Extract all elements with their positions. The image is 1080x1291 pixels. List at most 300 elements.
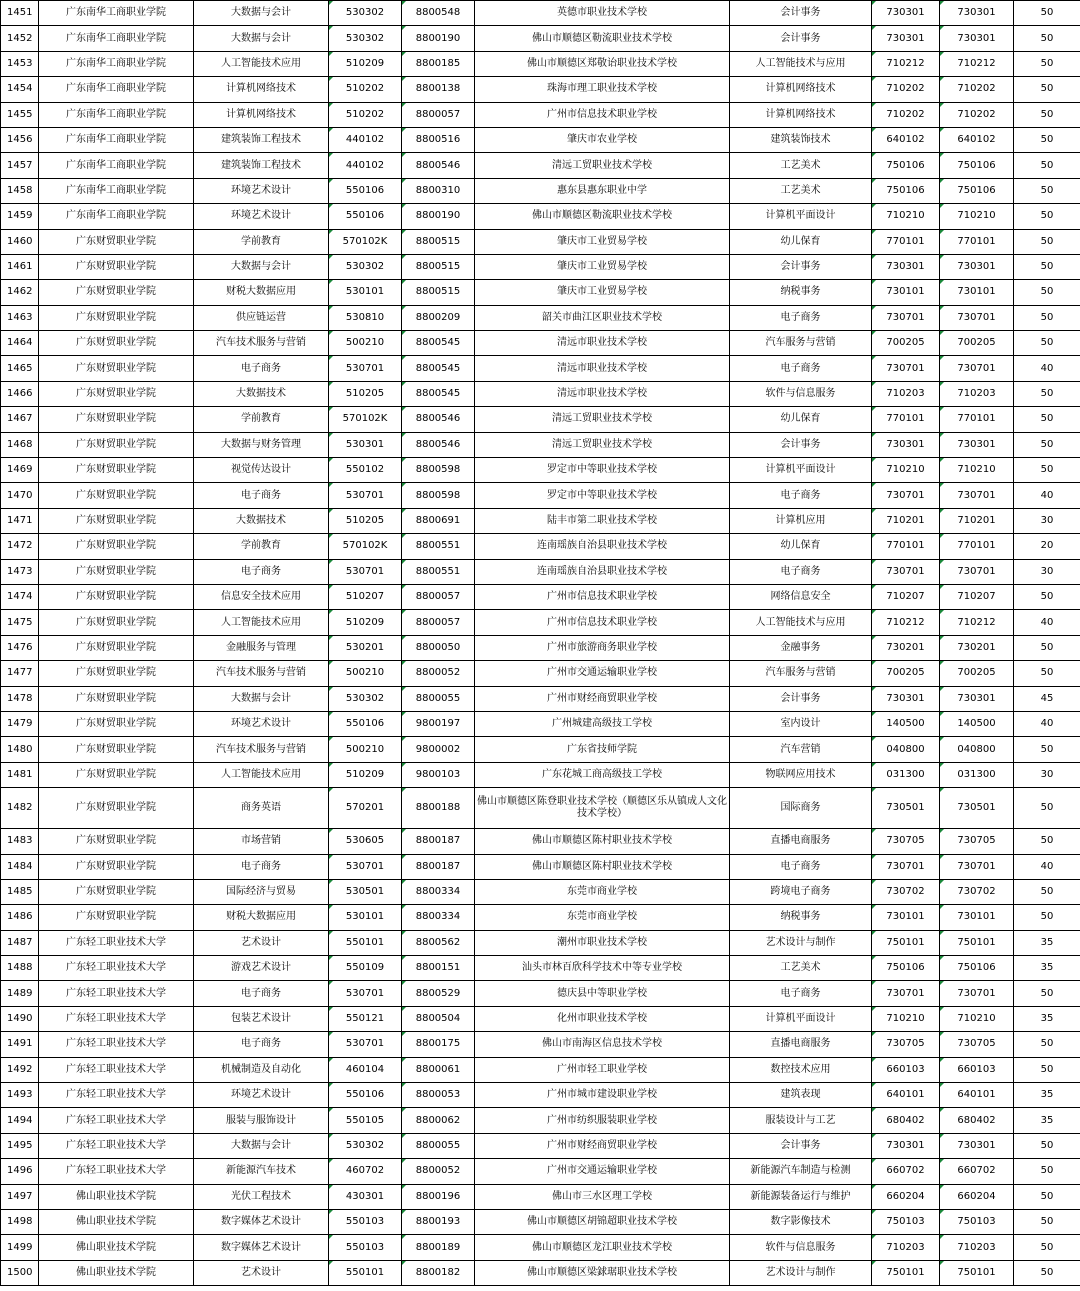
table-row bbox=[1, 254, 1080, 279]
school-major-code-a-cell: 710210 bbox=[872, 458, 940, 483]
table-row bbox=[1, 559, 1080, 584]
college-major-cell: 大数据与会计 bbox=[194, 1, 329, 26]
row-number-cell: 1490 bbox=[1, 1006, 39, 1031]
college-major-code-cell: 530201 bbox=[329, 635, 402, 660]
college-major-code-cell: 510207 bbox=[329, 584, 402, 609]
table-row bbox=[1, 981, 1080, 1006]
school-code-cell: 8800061 bbox=[402, 1057, 475, 1082]
college-name-cell: 广东财贸职业学院 bbox=[39, 905, 194, 930]
school-major-cell: 计算机网络技术 bbox=[730, 77, 872, 102]
row-number-cell: 1492 bbox=[1, 1057, 39, 1082]
school-name-cell: 清远市职业技术学校 bbox=[475, 356, 730, 381]
table-row bbox=[1, 1133, 1080, 1158]
school-name-cell: 罗定市中等职业技术学校 bbox=[475, 483, 730, 508]
row-number-cell: 1482 bbox=[1, 788, 39, 829]
quota-cell: 50 bbox=[1014, 1057, 1080, 1082]
college-major-code-cell: 530302 bbox=[329, 26, 402, 51]
quota-cell: 30 bbox=[1014, 508, 1080, 533]
quota-cell: 50 bbox=[1014, 331, 1080, 356]
college-major-cell: 电子商务 bbox=[194, 356, 329, 381]
college-major-code-cell: 510209 bbox=[329, 610, 402, 635]
quota-cell: 50 bbox=[1014, 1, 1080, 26]
row-number-cell: 1451 bbox=[1, 1, 39, 26]
college-major-cell: 环境艺术设计 bbox=[194, 1083, 329, 1108]
college-name-cell: 广东财贸职业学院 bbox=[39, 829, 194, 854]
quota-cell: 30 bbox=[1014, 762, 1080, 787]
quota-cell: 50 bbox=[1014, 305, 1080, 330]
college-major-cell: 学前教育 bbox=[194, 407, 329, 432]
school-major-cell: 软件与信息服务 bbox=[730, 381, 872, 406]
college-major-code-cell: 510202 bbox=[329, 77, 402, 102]
college-major-cell: 大数据技术 bbox=[194, 381, 329, 406]
school-major-code-b-cell: 730201 bbox=[940, 635, 1014, 660]
row-number-cell: 1474 bbox=[1, 584, 39, 609]
school-major-code-b-cell: 660702 bbox=[940, 1159, 1014, 1184]
table-row bbox=[1, 635, 1080, 660]
quota-cell: 50 bbox=[1014, 102, 1080, 127]
school-name-cell: 罗定市中等职业技术学校 bbox=[475, 458, 730, 483]
school-code-cell: 8800053 bbox=[402, 1083, 475, 1108]
school-code-cell: 8800196 bbox=[402, 1184, 475, 1209]
school-name-cell: 佛山市南海区信息技术学校 bbox=[475, 1032, 730, 1057]
school-major-code-a-cell: 730301 bbox=[872, 254, 940, 279]
college-name-cell: 广东南华工商职业学院 bbox=[39, 204, 194, 229]
row-number-cell: 1487 bbox=[1, 930, 39, 955]
quota-cell: 50 bbox=[1014, 829, 1080, 854]
quota-cell: 50 bbox=[1014, 635, 1080, 660]
table-row bbox=[1, 879, 1080, 904]
college-major-cell: 新能源汽车技术 bbox=[194, 1159, 329, 1184]
table-row bbox=[1, 305, 1080, 330]
school-major-code-b-cell: 770101 bbox=[940, 229, 1014, 254]
school-major-code-b-cell: 710201 bbox=[940, 508, 1014, 533]
school-major-cell: 电子商务 bbox=[730, 356, 872, 381]
school-major-code-a-cell: 730101 bbox=[872, 905, 940, 930]
college-major-cell: 包装艺术设计 bbox=[194, 1006, 329, 1031]
college-major-cell: 电子商务 bbox=[194, 854, 329, 879]
table-row bbox=[1, 661, 1080, 686]
college-major-code-cell: 550105 bbox=[329, 1108, 402, 1133]
school-name-cell: 广州市财经商贸职业学校 bbox=[475, 1133, 730, 1158]
college-name-cell: 广东轻工职业技术大学 bbox=[39, 981, 194, 1006]
college-name-cell: 广东轻工职业技术大学 bbox=[39, 930, 194, 955]
school-major-code-b-cell: 730101 bbox=[940, 905, 1014, 930]
table-row bbox=[1, 930, 1080, 955]
table-body bbox=[1, 1, 1080, 1286]
school-name-cell: 德庆县中等职业学校 bbox=[475, 981, 730, 1006]
school-code-cell: 8800551 bbox=[402, 534, 475, 559]
school-name-cell: 佛山市顺德区陈村职业技术学校 bbox=[475, 854, 730, 879]
college-major-code-cell: 530701 bbox=[329, 559, 402, 584]
school-name-cell: 佛山市顺德区梁銶琚职业技术学校 bbox=[475, 1260, 730, 1285]
college-major-code-cell: 530501 bbox=[329, 879, 402, 904]
school-major-cell: 幼儿保育 bbox=[730, 229, 872, 254]
quota-cell: 50 bbox=[1014, 1032, 1080, 1057]
school-major-code-b-cell: 730301 bbox=[940, 254, 1014, 279]
school-code-cell: 9800002 bbox=[402, 737, 475, 762]
table-row bbox=[1, 127, 1080, 152]
school-major-cell: 物联网应用技术 bbox=[730, 762, 872, 787]
school-name-cell: 广州市轻工职业学校 bbox=[475, 1057, 730, 1082]
school-major-code-b-cell: 750103 bbox=[940, 1209, 1014, 1234]
school-major-code-a-cell: 770101 bbox=[872, 407, 940, 432]
school-name-cell: 广东省技师学院 bbox=[475, 737, 730, 762]
school-major-code-a-cell: 730702 bbox=[872, 879, 940, 904]
school-major-cell: 幼儿保育 bbox=[730, 534, 872, 559]
quota-cell: 40 bbox=[1014, 854, 1080, 879]
college-major-cell: 计算机网络技术 bbox=[194, 77, 329, 102]
college-major-cell: 艺术设计 bbox=[194, 930, 329, 955]
school-code-cell: 8800050 bbox=[402, 635, 475, 660]
school-major-code-b-cell: 710203 bbox=[940, 381, 1014, 406]
school-major-code-a-cell: 710212 bbox=[872, 51, 940, 76]
school-major-cell: 电子商务 bbox=[730, 559, 872, 584]
school-code-cell: 8800515 bbox=[402, 280, 475, 305]
school-major-cell: 电子商务 bbox=[730, 981, 872, 1006]
row-number-cell: 1453 bbox=[1, 51, 39, 76]
row-number-cell: 1473 bbox=[1, 559, 39, 584]
school-major-code-a-cell: 750101 bbox=[872, 930, 940, 955]
school-major-code-a-cell: 660103 bbox=[872, 1057, 940, 1082]
school-code-cell: 8800057 bbox=[402, 584, 475, 609]
school-major-code-a-cell: 730701 bbox=[872, 483, 940, 508]
row-number-cell: 1479 bbox=[1, 711, 39, 736]
table-row bbox=[1, 762, 1080, 787]
school-name-cell: 广州市信息技术职业学校 bbox=[475, 610, 730, 635]
college-major-cell: 大数据与会计 bbox=[194, 1133, 329, 1158]
school-name-cell: 肇庆市工业贸易学校 bbox=[475, 229, 730, 254]
school-code-cell: 8800190 bbox=[402, 26, 475, 51]
college-major-cell: 环境艺术设计 bbox=[194, 204, 329, 229]
college-major-code-cell: 530302 bbox=[329, 686, 402, 711]
school-major-code-a-cell: 730701 bbox=[872, 981, 940, 1006]
table-row bbox=[1, 178, 1080, 203]
school-major-cell: 建筑表现 bbox=[730, 1083, 872, 1108]
college-major-cell: 环境艺术设计 bbox=[194, 178, 329, 203]
school-major-cell: 室内设计 bbox=[730, 711, 872, 736]
school-name-cell: 肇庆市农业学校 bbox=[475, 127, 730, 152]
quota-cell: 50 bbox=[1014, 77, 1080, 102]
school-major-code-b-cell: 750106 bbox=[940, 153, 1014, 178]
row-number-cell: 1464 bbox=[1, 331, 39, 356]
table-row bbox=[1, 381, 1080, 406]
school-major-cell: 工艺美术 bbox=[730, 153, 872, 178]
school-major-code-a-cell: 710202 bbox=[872, 77, 940, 102]
school-major-code-b-cell: 750101 bbox=[940, 930, 1014, 955]
school-code-cell: 8800546 bbox=[402, 432, 475, 457]
college-major-cell: 电子商务 bbox=[194, 559, 329, 584]
row-number-cell: 1488 bbox=[1, 956, 39, 981]
school-major-cell: 汽车服务与营销 bbox=[730, 331, 872, 356]
school-major-cell: 汽车服务与营销 bbox=[730, 661, 872, 686]
college-name-cell: 广东财贸职业学院 bbox=[39, 762, 194, 787]
college-major-code-cell: 430301 bbox=[329, 1184, 402, 1209]
college-major-cell: 大数据与会计 bbox=[194, 686, 329, 711]
school-name-cell: 惠东县惠东职业中学 bbox=[475, 178, 730, 203]
college-name-cell: 广东轻工职业技术大学 bbox=[39, 1057, 194, 1082]
school-name-cell: 佛山市顺德区龙江职业技术学校 bbox=[475, 1235, 730, 1260]
school-major-code-b-cell: 750106 bbox=[940, 956, 1014, 981]
college-name-cell: 广东财贸职业学院 bbox=[39, 610, 194, 635]
school-code-cell: 8800529 bbox=[402, 981, 475, 1006]
table-row bbox=[1, 854, 1080, 879]
school-major-cell: 人工智能技术与应用 bbox=[730, 51, 872, 76]
college-major-cell: 服装与服饰设计 bbox=[194, 1108, 329, 1133]
college-name-cell: 广东财贸职业学院 bbox=[39, 559, 194, 584]
row-number-cell: 1496 bbox=[1, 1159, 39, 1184]
school-code-cell: 8800545 bbox=[402, 356, 475, 381]
quota-cell: 35 bbox=[1014, 1083, 1080, 1108]
school-major-code-b-cell: 660204 bbox=[940, 1184, 1014, 1209]
college-major-code-cell: 570102K bbox=[329, 229, 402, 254]
table-row bbox=[1, 26, 1080, 51]
college-name-cell: 广东财贸职业学院 bbox=[39, 458, 194, 483]
school-name-cell: 珠海市理工职业技术学校 bbox=[475, 77, 730, 102]
table-row bbox=[1, 356, 1080, 381]
school-major-cell: 直播电商服务 bbox=[730, 1032, 872, 1057]
quota-cell: 50 bbox=[1014, 788, 1080, 829]
table-row bbox=[1, 1083, 1080, 1108]
college-major-cell: 建筑装饰工程技术 bbox=[194, 153, 329, 178]
quota-cell: 50 bbox=[1014, 204, 1080, 229]
school-major-code-a-cell: 710202 bbox=[872, 102, 940, 127]
school-major-code-b-cell: 710212 bbox=[940, 51, 1014, 76]
school-code-cell: 8800190 bbox=[402, 204, 475, 229]
college-major-code-cell: 460104 bbox=[329, 1057, 402, 1082]
school-name-cell: 清远市职业技术学校 bbox=[475, 381, 730, 406]
row-number-cell: 1491 bbox=[1, 1032, 39, 1057]
college-major-cell: 数字媒体艺术设计 bbox=[194, 1235, 329, 1260]
row-number-cell: 1485 bbox=[1, 879, 39, 904]
college-major-cell: 汽车技术服务与营销 bbox=[194, 661, 329, 686]
college-major-code-cell: 550109 bbox=[329, 956, 402, 981]
college-name-cell: 广东财贸职业学院 bbox=[39, 483, 194, 508]
school-name-cell: 广州市城市建设职业学校 bbox=[475, 1083, 730, 1108]
row-number-cell: 1499 bbox=[1, 1235, 39, 1260]
school-major-cell: 新能源装备运行与维护 bbox=[730, 1184, 872, 1209]
college-major-code-cell: 530701 bbox=[329, 356, 402, 381]
school-major-code-b-cell: 730301 bbox=[940, 1, 1014, 26]
school-code-cell: 8800545 bbox=[402, 381, 475, 406]
college-major-cell: 财税大数据应用 bbox=[194, 905, 329, 930]
school-major-cell: 跨境电子商务 bbox=[730, 879, 872, 904]
school-code-cell: 8800310 bbox=[402, 178, 475, 203]
college-major-code-cell: 530101 bbox=[329, 280, 402, 305]
school-major-cell: 直播电商服务 bbox=[730, 829, 872, 854]
row-number-cell: 1459 bbox=[1, 204, 39, 229]
school-major-code-a-cell: 700205 bbox=[872, 661, 940, 686]
college-major-code-cell: 530701 bbox=[329, 483, 402, 508]
school-major-code-b-cell: 730701 bbox=[940, 356, 1014, 381]
school-major-cell: 会计事务 bbox=[730, 1133, 872, 1158]
school-major-code-b-cell: 660103 bbox=[940, 1057, 1014, 1082]
school-code-cell: 8800182 bbox=[402, 1260, 475, 1285]
school-major-cell: 软件与信息服务 bbox=[730, 1235, 872, 1260]
college-major-code-cell: 550106 bbox=[329, 178, 402, 203]
school-name-cell: 东莞市商业学校 bbox=[475, 905, 730, 930]
school-name-cell: 佛山市顺德区陈登职业技术学校（顺德区乐从镇成人文化技术学校） bbox=[475, 788, 730, 829]
quota-cell: 50 bbox=[1014, 1260, 1080, 1285]
school-major-code-b-cell: 730705 bbox=[940, 829, 1014, 854]
school-major-code-a-cell: 660702 bbox=[872, 1159, 940, 1184]
quota-cell: 50 bbox=[1014, 661, 1080, 686]
school-major-code-b-cell: 700205 bbox=[940, 331, 1014, 356]
college-name-cell: 广东财贸职业学院 bbox=[39, 508, 194, 533]
row-number-cell: 1455 bbox=[1, 102, 39, 127]
quota-cell: 50 bbox=[1014, 178, 1080, 203]
school-code-cell: 8800334 bbox=[402, 905, 475, 930]
college-name-cell: 广东财贸职业学院 bbox=[39, 381, 194, 406]
quota-cell: 20 bbox=[1014, 534, 1080, 559]
school-major-code-a-cell: 730301 bbox=[872, 1, 940, 26]
school-name-cell: 广州市交通运输职业学校 bbox=[475, 661, 730, 686]
school-major-cell: 艺术设计与制作 bbox=[730, 1260, 872, 1285]
college-name-cell: 广东财贸职业学院 bbox=[39, 280, 194, 305]
school-major-cell: 会计事务 bbox=[730, 432, 872, 457]
school-code-cell: 8800546 bbox=[402, 407, 475, 432]
school-major-cell: 金融事务 bbox=[730, 635, 872, 660]
row-number-cell: 1469 bbox=[1, 458, 39, 483]
school-code-cell: 8800334 bbox=[402, 879, 475, 904]
school-major-code-a-cell: 770101 bbox=[872, 229, 940, 254]
school-name-cell: 英德市职业技术学校 bbox=[475, 1, 730, 26]
table-row bbox=[1, 432, 1080, 457]
college-major-code-cell: 550101 bbox=[329, 930, 402, 955]
table-row bbox=[1, 686, 1080, 711]
row-number-cell: 1471 bbox=[1, 508, 39, 533]
college-major-code-cell: 510202 bbox=[329, 102, 402, 127]
college-name-cell: 广东南华工商职业学院 bbox=[39, 178, 194, 203]
college-major-cell: 大数据技术 bbox=[194, 508, 329, 533]
table-row bbox=[1, 229, 1080, 254]
college-major-code-cell: 550106 bbox=[329, 1083, 402, 1108]
college-name-cell: 广东财贸职业学院 bbox=[39, 534, 194, 559]
row-number-cell: 1478 bbox=[1, 686, 39, 711]
school-major-cell: 电子商务 bbox=[730, 305, 872, 330]
school-major-code-a-cell: 710203 bbox=[872, 381, 940, 406]
school-code-cell: 8800546 bbox=[402, 153, 475, 178]
school-major-code-a-cell: 730101 bbox=[872, 280, 940, 305]
college-major-cell: 人工智能技术应用 bbox=[194, 51, 329, 76]
quota-cell: 50 bbox=[1014, 458, 1080, 483]
school-major-code-b-cell: 730301 bbox=[940, 432, 1014, 457]
college-name-cell: 广东轻工职业技术大学 bbox=[39, 956, 194, 981]
college-major-cell: 电子商务 bbox=[194, 1032, 329, 1057]
school-major-code-b-cell: 730301 bbox=[940, 26, 1014, 51]
school-code-cell: 8800548 bbox=[402, 1, 475, 26]
school-major-code-b-cell: 730701 bbox=[940, 981, 1014, 1006]
school-major-code-a-cell: 640101 bbox=[872, 1083, 940, 1108]
college-name-cell: 广东轻工职业技术大学 bbox=[39, 1032, 194, 1057]
school-major-code-b-cell: 730701 bbox=[940, 854, 1014, 879]
school-code-cell: 8800545 bbox=[402, 331, 475, 356]
school-name-cell: 东莞市商业学校 bbox=[475, 879, 730, 904]
college-major-cell: 大数据与会计 bbox=[194, 26, 329, 51]
school-code-cell: 8800504 bbox=[402, 1006, 475, 1031]
quota-cell: 50 bbox=[1014, 254, 1080, 279]
college-major-code-cell: 550106 bbox=[329, 711, 402, 736]
school-major-code-a-cell: 700205 bbox=[872, 331, 940, 356]
school-major-code-a-cell: 730201 bbox=[872, 635, 940, 660]
school-major-cell: 艺术设计与制作 bbox=[730, 930, 872, 955]
college-major-code-cell: 460702 bbox=[329, 1159, 402, 1184]
college-major-code-cell: 440102 bbox=[329, 153, 402, 178]
school-code-cell: 8800189 bbox=[402, 1235, 475, 1260]
college-major-cell: 机械制造及自动化 bbox=[194, 1057, 329, 1082]
school-major-cell: 计算机平面设计 bbox=[730, 1006, 872, 1031]
college-name-cell: 广东南华工商职业学院 bbox=[39, 127, 194, 152]
college-major-cell: 财税大数据应用 bbox=[194, 280, 329, 305]
row-number-cell: 1461 bbox=[1, 254, 39, 279]
college-name-cell: 佛山职业技术学院 bbox=[39, 1235, 194, 1260]
college-major-code-cell: 500210 bbox=[329, 737, 402, 762]
row-number-cell: 1462 bbox=[1, 280, 39, 305]
school-major-cell: 工艺美术 bbox=[730, 178, 872, 203]
college-major-code-cell: 550101 bbox=[329, 1260, 402, 1285]
quota-cell: 50 bbox=[1014, 381, 1080, 406]
quota-cell: 35 bbox=[1014, 956, 1080, 981]
school-major-code-a-cell: 770101 bbox=[872, 534, 940, 559]
school-major-code-a-cell: 730701 bbox=[872, 559, 940, 584]
college-name-cell: 广东财贸职业学院 bbox=[39, 854, 194, 879]
table-row bbox=[1, 1006, 1080, 1031]
school-name-cell: 清远工贸职业技术学校 bbox=[475, 153, 730, 178]
school-major-cell: 数字影像技术 bbox=[730, 1209, 872, 1234]
school-code-cell: 8800209 bbox=[402, 305, 475, 330]
school-major-cell: 会计事务 bbox=[730, 686, 872, 711]
table-row bbox=[1, 829, 1080, 854]
row-number-cell: 1458 bbox=[1, 178, 39, 203]
table-row bbox=[1, 1235, 1080, 1260]
college-major-code-cell: 500210 bbox=[329, 661, 402, 686]
table-row bbox=[1, 153, 1080, 178]
row-number-cell: 1498 bbox=[1, 1209, 39, 1234]
college-name-cell: 广东轻工职业技术大学 bbox=[39, 1083, 194, 1108]
college-major-cell: 电子商务 bbox=[194, 483, 329, 508]
college-name-cell: 佛山职业技术学院 bbox=[39, 1184, 194, 1209]
school-code-cell: 8800598 bbox=[402, 483, 475, 508]
college-name-cell: 广东南华工商职业学院 bbox=[39, 1, 194, 26]
quota-cell: 50 bbox=[1014, 1133, 1080, 1158]
school-major-code-a-cell: 031300 bbox=[872, 762, 940, 787]
table-row bbox=[1, 77, 1080, 102]
table-row bbox=[1, 1260, 1080, 1285]
school-code-cell: 8800551 bbox=[402, 559, 475, 584]
school-major-code-b-cell: 730501 bbox=[940, 788, 1014, 829]
school-code-cell: 8800562 bbox=[402, 930, 475, 955]
school-name-cell: 广东花城工商高级技工学校 bbox=[475, 762, 730, 787]
school-name-cell: 化州市职业技术学校 bbox=[475, 1006, 730, 1031]
school-major-cell: 计算机平面设计 bbox=[730, 204, 872, 229]
school-major-cell: 工艺美术 bbox=[730, 956, 872, 981]
school-major-code-b-cell: 040800 bbox=[940, 737, 1014, 762]
school-code-cell: 9800103 bbox=[402, 762, 475, 787]
row-number-cell: 1489 bbox=[1, 981, 39, 1006]
school-name-cell: 陆丰市第二职业技术学校 bbox=[475, 508, 730, 533]
college-major-code-cell: 550103 bbox=[329, 1209, 402, 1234]
school-code-cell: 9800197 bbox=[402, 711, 475, 736]
college-major-cell: 学前教育 bbox=[194, 229, 329, 254]
school-major-cell: 国际商务 bbox=[730, 788, 872, 829]
college-major-code-cell: 550121 bbox=[329, 1006, 402, 1031]
school-name-cell: 连南瑶族自治县职业技术学校 bbox=[475, 559, 730, 584]
college-major-code-cell: 510205 bbox=[329, 508, 402, 533]
school-name-cell: 清远市职业技术学校 bbox=[475, 331, 730, 356]
college-major-code-cell: 550106 bbox=[329, 204, 402, 229]
table-row bbox=[1, 407, 1080, 432]
school-major-cell: 会计事务 bbox=[730, 1, 872, 26]
table-row bbox=[1, 956, 1080, 981]
